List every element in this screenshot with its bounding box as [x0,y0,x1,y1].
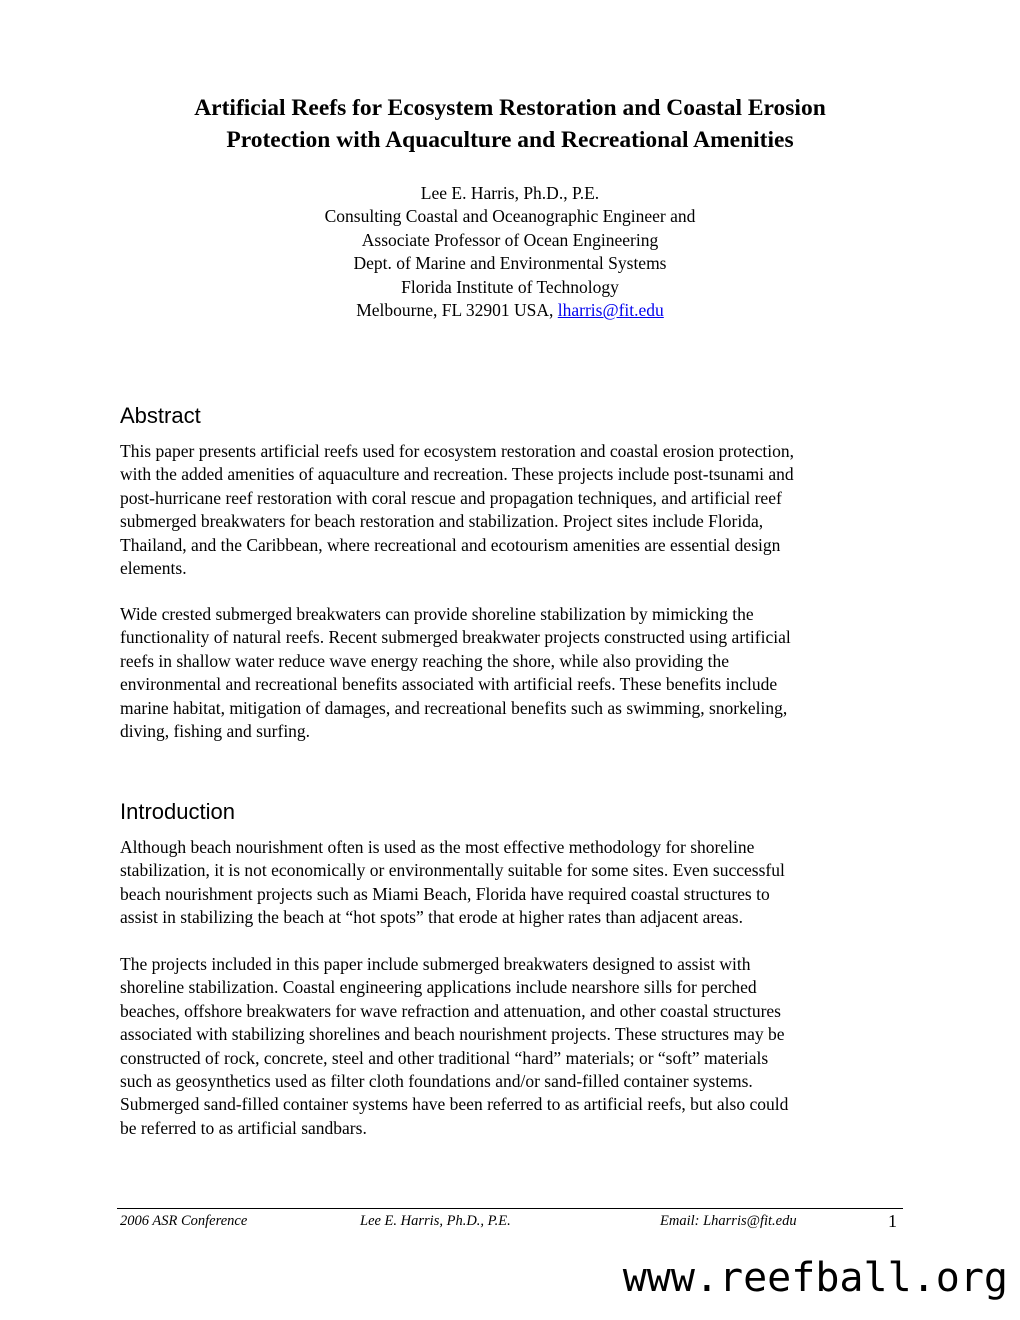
introduction-paragraph-2 [120,953,910,1140]
author-address-line [120,299,900,322]
abstract-paragraph-1 [120,440,910,580]
text-line: Thailand, and the Caribbean, where recreational and ecotourism amenities are essential design [120,534,781,555]
author-affiliation-line: Consulting Coastal and Oceanographic Engineer and [324,206,696,227]
text-line: submerged breakwaters for beach restoration and stabilization. Project sites include Florida, [120,511,764,532]
title-line: Artificial Reefs for Ecosystem Restoration and Coastal Erosion [194,95,826,121]
author-block [120,182,900,322]
text-line: Submerged sand-filled container systems have been referred to as artificial reefs, but also could [120,1094,789,1115]
text-line: environmental and recreational benefits associated with artificial reefs. These benefits include [120,674,778,695]
text-line: Wide crested submerged breakwaters can provide shoreline stabilization by mimicking the [120,604,754,624]
footer-conference: 2006 ASR Conference [120,1213,248,1229]
text-line: elements. [120,558,187,579]
text-line: post-hurricane reef restoration with coral rescue and propagation techniques, and artificial reef [120,487,782,508]
watermark-url: www.reefball.org [622,1255,1008,1301]
text-line: with the added amenities of aquaculture and recreation. These projects include post-tsunami and [120,464,794,485]
introduction-heading: Introduction [120,799,235,824]
text-line: beach nourishment projects such as Miami Beach, Florida have required coastal structures to [120,883,770,904]
introduction-paragraph-1 [120,836,910,930]
text-line: The projects included in this paper include submerged breakwaters designed to assist with [120,954,751,974]
author-affiliation-line: Florida Institute of Technology [401,276,619,297]
footer-email: Email: Lharris@fit.edu [660,1213,797,1229]
text-line: beaches, offshore breakwaters for wave refraction and attenuation, and other coastal structures [120,1000,781,1021]
text-line: functionality of natural reefs. Recent submerged breakwater projects constructed using artificial [120,627,791,648]
footer-divider [117,1208,903,1209]
text-line: shoreline stabilization. Coastal engineering applications include nearshore sills for perched [120,977,757,998]
author-affiliation-line: Associate Professor of Ocean Engineering [361,229,659,250]
text-line: constructed of rock, concrete, steel and other traditional “hard” materials; or “soft” materials [120,1047,769,1068]
author-email-link[interactable]: lharris@fit.edu [557,300,664,321]
text-line: assist in stabilizing the beach at “hot spots” that erode at higher rates than adjacent areas. [120,907,743,928]
paper-title [120,92,900,156]
text-line: stabilization, it is not economically or environmentally suitable for some sites. Even successful [120,860,785,881]
abstract-heading: Abstract [120,403,201,428]
abstract-paragraph-2 [120,603,910,743]
text-line: diving, fishing and surfing. [120,721,311,742]
footer-author: Lee E. Harris, Ph.D., P.E. [360,1213,511,1229]
text-line: marine habitat, mitigation of damages, and recreational benefits such as swimming, snorkeling, [120,697,788,718]
text-line: This paper presents artificial reefs used for ecosystem restoration and coastal erosion protection, [120,441,794,461]
author-address: Melbourne, FL 32901 USA, [356,300,558,321]
text-line: such as geosynthetics used as filter cloth foundations and/or sand-filled container systems. [120,1071,753,1092]
text-line: reefs in shallow water reduce wave energy reaching the shore, while also providing the [120,650,730,671]
page-number: 1 [888,1211,897,1231]
title-line: Protection with Aquaculture and Recreational Amenities [226,127,794,153]
text-line: be referred to as artificial sandbars. [120,1117,367,1138]
author-name: Lee E. Harris, Ph.D., P.E. [420,183,600,203]
text-line: Although beach nourishment often is used as the most effective methodology for shoreline [120,837,755,857]
author-affiliation-line: Dept. of Marine and Environmental Systems [353,253,667,274]
text-line: associated with stabilizing shorelines and beach nourishment projects. These structures may be [120,1024,785,1045]
